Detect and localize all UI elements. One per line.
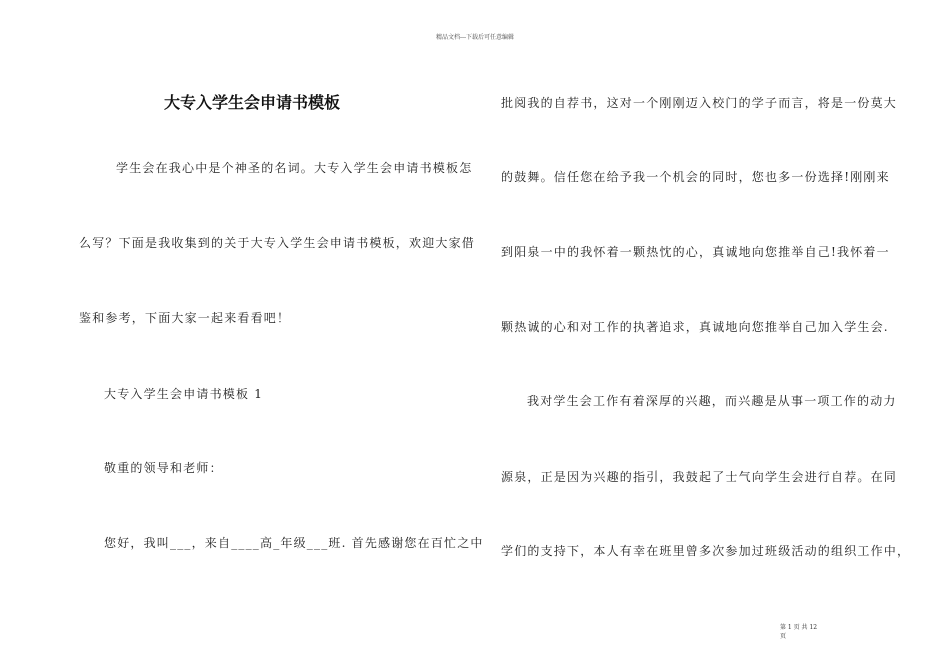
right-paragraph-line: 我对学生会工作有着深厚的兴趣，而兴趣是从事一项工作的动力 (527, 394, 897, 408)
right-paragraph-line: 的鼓舞。信任您在给予我一个机会的同时，您也多一份选择!刚刚来 (501, 170, 890, 184)
right-paragraph-line: 学们的支持下，本人有幸在班里曾多次参加过班级活动的组织工作中， (501, 544, 911, 558)
document-title: 大专入学生会申请书模板 (164, 93, 341, 112)
left-paragraph-line: 么写？下面是我收集到的关于大专入学生会申请书模板，欢迎大家借 (79, 236, 476, 250)
left-paragraph-line: 学生会在我心中是个神圣的名词。大专入学生会申请书模板怎 (116, 161, 473, 175)
left-paragraph-line: 您好，我叫___，来自____高_年级___班. 首先感谢您在百忙之中 (104, 536, 484, 550)
right-paragraph-line: 批阅我的自荐书，这对一个刚刚迈入校门的学子而言，将是一份莫大 (501, 96, 898, 110)
salutation: 敬重的领导和老师： (104, 461, 223, 475)
section-heading: 大专入学生会申请书模板 1 (104, 387, 264, 401)
right-paragraph-line: 源泉，正是因为兴趣的指引，我鼓起了士气向学生会进行自荐。在同 (501, 470, 898, 484)
page-number-line: 页 (780, 633, 787, 640)
page-number-line: 第 1 页 共 12 (780, 624, 818, 631)
left-paragraph-line: 鉴和参考，下面大家一起来看看吧！ (79, 311, 291, 325)
page-header: 精品文档---下载后可任意编辑 (435, 34, 515, 41)
page-number (780, 623, 840, 641)
right-paragraph-line: 到阳泉一中的我怀着一颗热忱的心，真诚地向您推举自己!我怀着一 (501, 245, 890, 259)
right-paragraph-line: 颗热诚的心和对工作的执著追求，真诚地向您推举自己加入学生会. (501, 320, 889, 334)
